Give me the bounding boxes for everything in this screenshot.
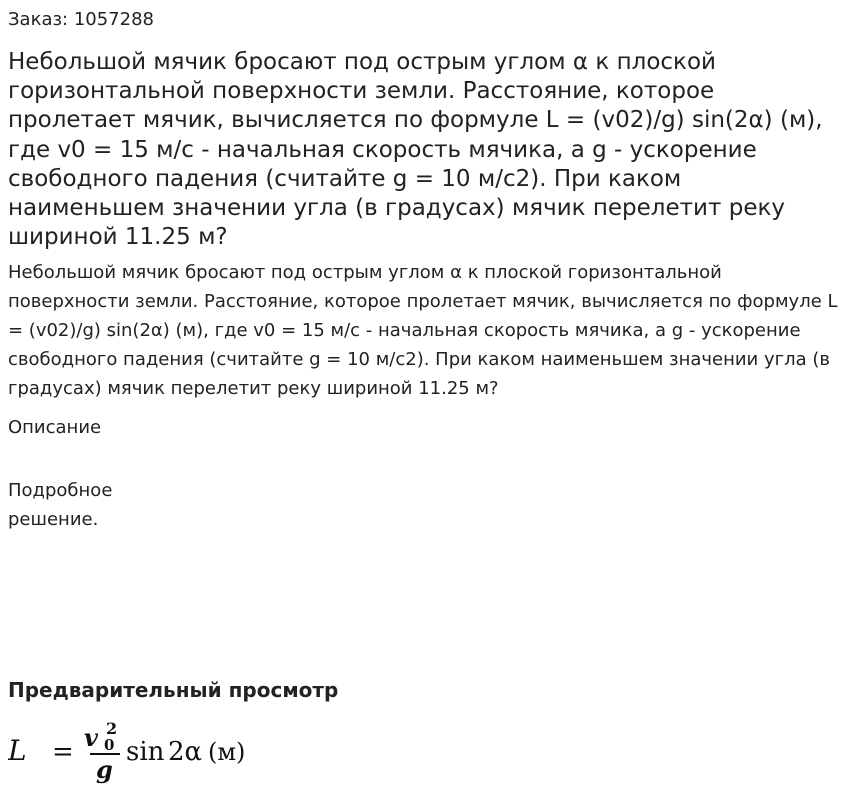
problem-title: Небольшой мячик бросают под острым углом α к плоской горизонтальной поверхности земли. Расстояние, которое пролетает мячик, вычисляется по формуле L = (v02)/g) sin(2α) (м), где v0 = 15 м/с - начальная скорость мячика, а g - ускорение свободного падения (считайте g = 10 м/с2). При каком наименьшем значении угла (в градусах) мячик перелетит реку шириной 11.25 м?	[8, 49, 823, 251]
formula-arg: 2α	[168, 737, 203, 767]
formula-equals: =	[52, 737, 74, 767]
formula-unit: (м)	[208, 738, 246, 766]
formula-lhs: L	[8, 734, 27, 767]
formula-numerator-var: v	[84, 723, 98, 752]
formula-func: sin	[126, 737, 165, 767]
formula-preview	[8, 714, 268, 794]
description-text: Подробное решение.	[8, 480, 113, 530]
description-label: Описание	[8, 417, 102, 438]
formula-numerator-sub: 0	[104, 736, 115, 754]
order-number: Заказ: 1057288	[8, 9, 154, 30]
problem-text: Небольшой мячик бросают под острым углом α к плоской горизонтальной поверхности земли. Расстояние, которое пролетает мячик, вычисляется по формуле L = (v02)/g) sin(2α) (м), где v0 = 15 м/с - начальная скорость мячика, а g - ускорение свободного падения (считайте g = 10 м/с2). При каком наименьшем значении угла (в градусах) мячик перелетит реку шириной 11.25 м?	[8, 262, 838, 399]
preview-heading: Предварительный просмотр	[8, 678, 339, 702]
formula-numerator-sup: 2	[106, 719, 118, 738]
formula-denominator: g	[96, 755, 113, 784]
